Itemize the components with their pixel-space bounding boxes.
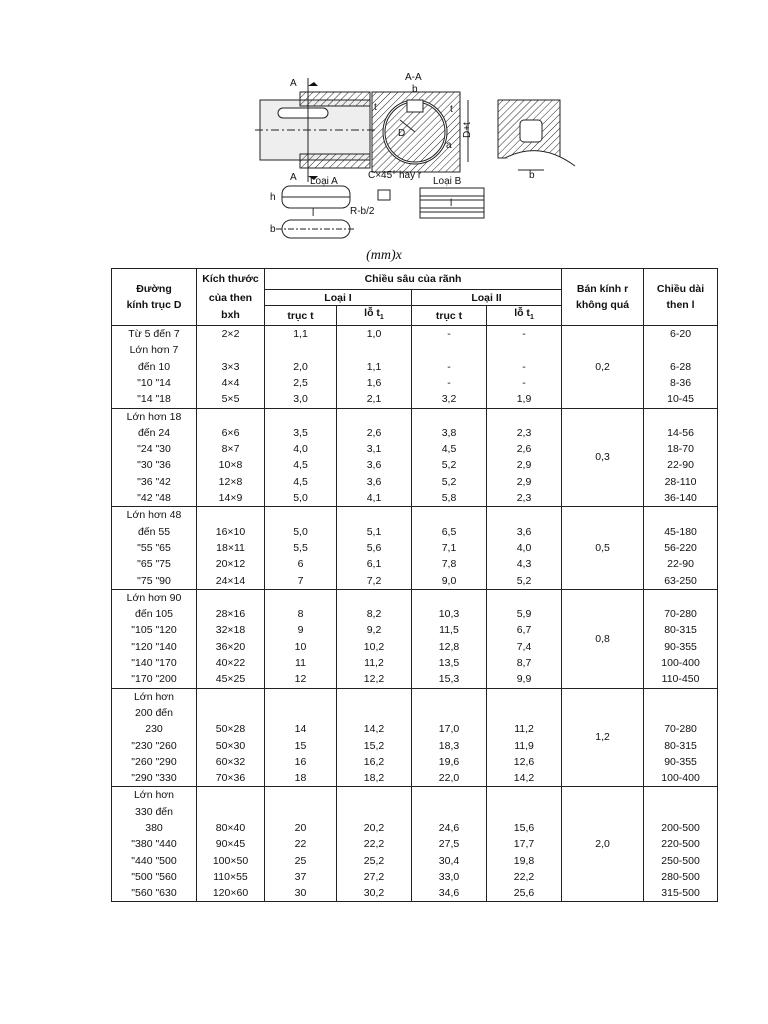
chamfer-label: C×45° hay r bbox=[368, 170, 422, 181]
cell-key-length: 200-500 bbox=[644, 820, 718, 836]
cell-hub-depth-1: 5,1 bbox=[337, 524, 412, 540]
cell-hub-depth-1 bbox=[337, 787, 412, 804]
cell-diameter: "36 "42 bbox=[112, 474, 197, 490]
cell-shaft-depth-1: 18 bbox=[265, 770, 337, 787]
cell-key-size: 120×60 bbox=[197, 885, 265, 902]
cell-key-size bbox=[197, 507, 265, 524]
cell-shaft-depth-2 bbox=[412, 705, 487, 721]
cell-shaft-depth-1: 10 bbox=[265, 639, 337, 655]
cell-hub-depth-2: 15,6 bbox=[487, 820, 562, 836]
cell-key-length: 22-90 bbox=[644, 556, 718, 572]
cell-hub-depth-2: 2,6 bbox=[487, 441, 562, 457]
cell-diameter: "170 "200 bbox=[112, 671, 197, 688]
cell-hub-depth-1: 30,2 bbox=[337, 885, 412, 902]
section-label-aa: A-A bbox=[405, 72, 422, 83]
cell-hub-depth-2: 7,4 bbox=[487, 639, 562, 655]
cell-hub-depth-1 bbox=[337, 408, 412, 425]
keyway-table bbox=[111, 268, 718, 902]
cell-hub-depth-2: 2,3 bbox=[487, 425, 562, 441]
cell-key-length: 110-450 bbox=[644, 671, 718, 688]
cell-shaft-depth-2: 15,3 bbox=[412, 671, 487, 688]
cell-hub-depth-2: 11,9 bbox=[487, 738, 562, 754]
cell-shaft-depth-2: 30,4 bbox=[412, 853, 487, 869]
dim-h-side: h bbox=[270, 192, 276, 203]
cell-key-length: 36-140 bbox=[644, 490, 718, 507]
dim-b-side: b bbox=[270, 224, 276, 235]
cell-shaft-depth-2 bbox=[412, 408, 487, 425]
cell-shaft-depth-2 bbox=[412, 804, 487, 820]
cell-key-length: 280-500 bbox=[644, 869, 718, 885]
cell-shaft-depth-2: 18,3 bbox=[412, 738, 487, 754]
cell-hub-depth-1: 16,2 bbox=[337, 754, 412, 770]
cell-diameter: "140 "170 bbox=[112, 655, 197, 671]
cell-key-size: 6×6 bbox=[197, 425, 265, 441]
cell-key-size: 4×4 bbox=[197, 375, 265, 391]
cell-shaft-depth-1: 30 bbox=[265, 885, 337, 902]
cell-shaft-depth-2: 22,0 bbox=[412, 770, 487, 787]
cell-hub-depth-2 bbox=[487, 787, 562, 804]
cell-key-length: 22-90 bbox=[644, 457, 718, 473]
cell-hub-depth-2 bbox=[487, 705, 562, 721]
cell-shaft-depth-1: 11 bbox=[265, 655, 337, 671]
cell-key-size: 20×12 bbox=[197, 556, 265, 572]
cell-diameter: đến 24 bbox=[112, 425, 197, 441]
cell-shaft-depth-2: 34,6 bbox=[412, 885, 487, 902]
cell-diameter: "440 "500 bbox=[112, 853, 197, 869]
cell-key-size: 40×22 bbox=[197, 655, 265, 671]
cell-shaft-depth-1 bbox=[265, 507, 337, 524]
cell-shaft-depth-1: 6 bbox=[265, 556, 337, 572]
cell-shaft-depth-2: 11,5 bbox=[412, 622, 487, 638]
cell-diameter: "380 "440 bbox=[112, 836, 197, 852]
header-loai-2: Loại II bbox=[412, 290, 562, 306]
table-row bbox=[112, 787, 718, 804]
cell-key-length: 90-355 bbox=[644, 639, 718, 655]
cell-key-size: 2×2 bbox=[197, 326, 265, 343]
cell-shaft-depth-2: 9,0 bbox=[412, 573, 487, 590]
cell-shaft-depth-1: 15 bbox=[265, 738, 337, 754]
cell-key-size: 28×16 bbox=[197, 606, 265, 622]
cell-hub-depth-2: 3,6 bbox=[487, 524, 562, 540]
header-truc-t-2: trục t bbox=[412, 306, 487, 326]
cell-shaft-depth-2: 24,6 bbox=[412, 820, 487, 836]
cell-hub-depth-1: 2,6 bbox=[337, 425, 412, 441]
cell-hub-depth-2 bbox=[487, 804, 562, 820]
cell-key-length bbox=[644, 342, 718, 358]
cell-hub-depth-1: 12,2 bbox=[337, 671, 412, 688]
cell-key-size: 100×50 bbox=[197, 853, 265, 869]
key-type-b-label: Loại B bbox=[433, 176, 462, 187]
cell-hub-depth-1: 5,6 bbox=[337, 540, 412, 556]
dim-b-top: b bbox=[412, 84, 418, 95]
cell-hub-depth-1: 2,1 bbox=[337, 391, 412, 408]
cell-key-size: 50×28 bbox=[197, 721, 265, 737]
cell-diameter: 330 đến bbox=[112, 804, 197, 820]
cell-shaft-depth-1: 5,0 bbox=[265, 490, 337, 507]
cell-shaft-depth-1: 14 bbox=[265, 721, 337, 737]
cell-shaft-depth-1: 2,5 bbox=[265, 375, 337, 391]
header-ban-kinh: Bán kính r không quá bbox=[562, 269, 644, 326]
dim-l: l bbox=[312, 208, 315, 219]
cell-key-size bbox=[197, 705, 265, 721]
cell-diameter: 200 đến bbox=[112, 705, 197, 721]
cell-hub-depth-2: 22,2 bbox=[487, 869, 562, 885]
cell-diameter: "55 "65 bbox=[112, 540, 197, 556]
keyway-drawing bbox=[250, 70, 580, 245]
cell-hub-depth-1: 25,2 bbox=[337, 853, 412, 869]
cell-shaft-depth-1 bbox=[265, 688, 337, 705]
dim-a: a bbox=[446, 140, 452, 151]
cell-radius: 1,2 bbox=[562, 688, 644, 787]
cell-key-size: 36×20 bbox=[197, 639, 265, 655]
cell-hub-depth-1 bbox=[337, 507, 412, 524]
cell-key-size: 18×11 bbox=[197, 540, 265, 556]
cell-key-length: 315-500 bbox=[644, 885, 718, 902]
cell-shaft-depth-2 bbox=[412, 787, 487, 804]
cell-diameter: Từ 5 đến 7 bbox=[112, 326, 197, 343]
cell-diameter: "290 "330 bbox=[112, 770, 197, 787]
cell-hub-depth-2 bbox=[487, 342, 562, 358]
cell-hub-depth-1: 1,6 bbox=[337, 375, 412, 391]
cell-key-length: 6-28 bbox=[644, 359, 718, 375]
cell-hub-depth-1 bbox=[337, 342, 412, 358]
units-caption: (mm)x bbox=[366, 248, 402, 263]
cell-hub-depth-2: 25,6 bbox=[487, 885, 562, 902]
cell-shaft-depth-1: 12 bbox=[265, 671, 337, 688]
cell-hub-depth-2: 5,2 bbox=[487, 573, 562, 590]
cell-hub-depth-2 bbox=[487, 408, 562, 425]
cell-key-size bbox=[197, 804, 265, 820]
cell-hub-depth-1: 18,2 bbox=[337, 770, 412, 787]
cell-key-length: 56-220 bbox=[644, 540, 718, 556]
cell-hub-depth-1: 27,2 bbox=[337, 869, 412, 885]
cell-hub-depth-1: 3,6 bbox=[337, 457, 412, 473]
cell-radius: 0,3 bbox=[562, 408, 644, 507]
cell-hub-depth-1: 1,0 bbox=[337, 326, 412, 343]
cell-diameter: "230 "260 bbox=[112, 738, 197, 754]
dim-dt1: D+t bbox=[462, 122, 473, 138]
cell-diameter: "14 "18 bbox=[112, 391, 197, 408]
cell-shaft-depth-2 bbox=[412, 342, 487, 358]
cell-diameter: Lớn hơn bbox=[112, 688, 197, 705]
cell-shaft-depth-2: 19,6 bbox=[412, 754, 487, 770]
cell-key-length: 220-500 bbox=[644, 836, 718, 852]
shaft-side-view bbox=[255, 78, 375, 182]
cell-hub-depth-2: 6,7 bbox=[487, 622, 562, 638]
cell-diameter: Lớn hơn 48 bbox=[112, 507, 197, 524]
cell-radius: 0,5 bbox=[562, 507, 644, 589]
cell-diameter: "105 "120 bbox=[112, 622, 197, 638]
cell-hub-depth-1: 20,2 bbox=[337, 820, 412, 836]
cell-shaft-depth-1 bbox=[265, 589, 337, 606]
cell-key-size: 80×40 bbox=[197, 820, 265, 836]
cell-key-length bbox=[644, 408, 718, 425]
header-lo-t1-2: lỗ $t_1$ bbox=[487, 306, 562, 326]
cell-key-size bbox=[197, 787, 265, 804]
cell-shaft-depth-1: 3,0 bbox=[265, 391, 337, 408]
cell-shaft-depth-1 bbox=[265, 804, 337, 820]
cell-shaft-depth-1 bbox=[265, 787, 337, 804]
cell-shaft-depth-1: 22 bbox=[265, 836, 337, 852]
cell-key-length bbox=[644, 804, 718, 820]
cell-shaft-depth-1: 37 bbox=[265, 869, 337, 885]
cell-diameter: "560 "630 bbox=[112, 885, 197, 902]
cell-hub-depth-1: 14,2 bbox=[337, 721, 412, 737]
dim-t1: t bbox=[450, 104, 453, 115]
cell-radius: 0,2 bbox=[562, 326, 644, 408]
cell-shaft-depth-2: 13,5 bbox=[412, 655, 487, 671]
cell-key-size: 12×8 bbox=[197, 474, 265, 490]
cell-shaft-depth-2 bbox=[412, 688, 487, 705]
cell-shaft-depth-1: 3,5 bbox=[265, 425, 337, 441]
cell-shaft-depth-1: 9 bbox=[265, 622, 337, 638]
cell-hub-depth-2: 9,9 bbox=[487, 671, 562, 688]
cell-shaft-depth-2: - bbox=[412, 326, 487, 343]
cell-shaft-depth-1 bbox=[265, 705, 337, 721]
cell-hub-depth-1: 7,2 bbox=[337, 573, 412, 590]
cell-shaft-depth-2: 5,8 bbox=[412, 490, 487, 507]
cell-key-length: 70-280 bbox=[644, 721, 718, 737]
cell-hub-depth-1: 3,6 bbox=[337, 474, 412, 490]
cell-shaft-depth-1: 4,5 bbox=[265, 474, 337, 490]
cell-shaft-depth-2 bbox=[412, 589, 487, 606]
cell-hub-depth-2 bbox=[487, 688, 562, 705]
cell-hub-depth-2: 14,2 bbox=[487, 770, 562, 787]
cell-diameter: "75 "90 bbox=[112, 573, 197, 590]
cell-shaft-depth-2: 10,3 bbox=[412, 606, 487, 622]
cell-shaft-depth-2: - bbox=[412, 375, 487, 391]
cell-hub-depth-2: 4,3 bbox=[487, 556, 562, 572]
table-row bbox=[112, 507, 718, 524]
header-truc-t-1: trục t bbox=[265, 306, 337, 326]
dim-d: D bbox=[398, 128, 406, 139]
header-loai-1: Loại I bbox=[265, 290, 412, 306]
cell-shaft-depth-2: 4,5 bbox=[412, 441, 487, 457]
cell-key-length bbox=[644, 589, 718, 606]
cell-key-size: 3×3 bbox=[197, 359, 265, 375]
cell-shaft-depth-2: 5,2 bbox=[412, 474, 487, 490]
cell-hub-depth-2: 1,9 bbox=[487, 391, 562, 408]
cell-shaft-depth-2: 33,0 bbox=[412, 869, 487, 885]
section-aa-view bbox=[372, 92, 468, 172]
cell-key-length: 70-280 bbox=[644, 606, 718, 622]
cell-key-size: 50×30 bbox=[197, 738, 265, 754]
table-row bbox=[112, 408, 718, 425]
cell-shaft-depth-2: 17,0 bbox=[412, 721, 487, 737]
cell-hub-depth-2: 4,0 bbox=[487, 540, 562, 556]
cell-radius: 2,0 bbox=[562, 787, 644, 902]
cell-hub-depth-2: 19,8 bbox=[487, 853, 562, 869]
cell-diameter: Lớn hơn 7 bbox=[112, 342, 197, 358]
header-duong-kinh: Đường kính trục D bbox=[112, 269, 197, 326]
cell-key-size bbox=[197, 342, 265, 358]
cell-shaft-depth-2: 27,5 bbox=[412, 836, 487, 852]
cell-shaft-depth-1 bbox=[265, 342, 337, 358]
cell-diameter: Lớn hơn 90 bbox=[112, 589, 197, 606]
cell-diameter: "30 "36 bbox=[112, 457, 197, 473]
cell-shaft-depth-1: 2,0 bbox=[265, 359, 337, 375]
cell-diameter: Lớn hơn bbox=[112, 787, 197, 804]
cell-diameter: "500 "560 bbox=[112, 869, 197, 885]
cell-shaft-depth-2: 7,1 bbox=[412, 540, 487, 556]
cell-key-size: 60×32 bbox=[197, 754, 265, 770]
cell-hub-depth-1 bbox=[337, 589, 412, 606]
cell-key-length: 10-45 bbox=[644, 391, 718, 408]
cell-key-length bbox=[644, 688, 718, 705]
cell-key-size bbox=[197, 408, 265, 425]
cell-hub-depth-1: 6,1 bbox=[337, 556, 412, 572]
cell-key-size: 14×9 bbox=[197, 490, 265, 507]
cell-hub-depth-1: 1,1 bbox=[337, 359, 412, 375]
cell-hub-depth-2: - bbox=[487, 375, 562, 391]
cell-hub-depth-2: - bbox=[487, 326, 562, 343]
cell-hub-depth-2: - bbox=[487, 359, 562, 375]
cell-radius: 0,8 bbox=[562, 589, 644, 688]
cell-diameter: "120 "140 bbox=[112, 639, 197, 655]
cell-hub-depth-1: 10,2 bbox=[337, 639, 412, 655]
section-label-a: A bbox=[290, 78, 297, 89]
table-row bbox=[112, 326, 718, 343]
cell-key-length: 6-20 bbox=[644, 326, 718, 343]
cell-key-size: 110×55 bbox=[197, 869, 265, 885]
cell-hub-depth-2: 11,2 bbox=[487, 721, 562, 737]
cell-hub-depth-1 bbox=[337, 705, 412, 721]
cell-hub-depth-1: 22,2 bbox=[337, 836, 412, 852]
cell-key-size: 45×25 bbox=[197, 671, 265, 688]
cell-diameter: Lớn hơn 18 bbox=[112, 408, 197, 425]
cell-diameter: đến 105 bbox=[112, 606, 197, 622]
cell-hub-depth-1 bbox=[337, 804, 412, 820]
cell-shaft-depth-2: 3,2 bbox=[412, 391, 487, 408]
table-row bbox=[112, 688, 718, 705]
cell-hub-depth-1: 15,2 bbox=[337, 738, 412, 754]
cell-hub-depth-1: 4,1 bbox=[337, 490, 412, 507]
cell-key-length: 45-180 bbox=[644, 524, 718, 540]
cell-key-length: 8-36 bbox=[644, 375, 718, 391]
key-type-a-label: Loại A bbox=[310, 176, 338, 187]
cell-shaft-depth-1: 7 bbox=[265, 573, 337, 590]
dim-l2: l bbox=[450, 198, 453, 209]
cell-shaft-depth-2: 3,8 bbox=[412, 425, 487, 441]
header-chieu-dai: Chiều dài then l bbox=[644, 269, 718, 326]
cell-key-length: 80-315 bbox=[644, 622, 718, 638]
cell-key-length: 18-70 bbox=[644, 441, 718, 457]
cell-diameter: "24 "30 bbox=[112, 441, 197, 457]
cell-shaft-depth-1: 25 bbox=[265, 853, 337, 869]
dim-b-right: b bbox=[529, 170, 535, 181]
header-kich-thuoc-3: bxh bbox=[197, 306, 265, 326]
cell-hub-depth-2 bbox=[487, 589, 562, 606]
cell-key-size: 10×8 bbox=[197, 457, 265, 473]
cell-key-length: 28-110 bbox=[644, 474, 718, 490]
cell-diameter: "65 "75 bbox=[112, 556, 197, 572]
cell-hub-depth-2: 2,3 bbox=[487, 490, 562, 507]
cell-hub-depth-2: 5,9 bbox=[487, 606, 562, 622]
table-row bbox=[112, 589, 718, 606]
cell-hub-depth-1: 9,2 bbox=[337, 622, 412, 638]
cell-key-size: 8×7 bbox=[197, 441, 265, 457]
cell-hub-depth-2 bbox=[487, 507, 562, 524]
cell-hub-depth-2: 17,7 bbox=[487, 836, 562, 852]
cell-shaft-depth-2 bbox=[412, 507, 487, 524]
cell-key-length: 90-355 bbox=[644, 754, 718, 770]
cell-key-length: 100-400 bbox=[644, 770, 718, 787]
cell-key-size: 24×14 bbox=[197, 573, 265, 590]
cell-hub-depth-1 bbox=[337, 688, 412, 705]
cell-key-size bbox=[197, 589, 265, 606]
cell-hub-depth-2: 2,9 bbox=[487, 457, 562, 473]
cell-shaft-depth-2: - bbox=[412, 359, 487, 375]
cell-diameter: "42 "48 bbox=[112, 490, 197, 507]
cell-key-length: 80-315 bbox=[644, 738, 718, 754]
header-lo-t1-1: lỗ $t_1$ bbox=[337, 306, 412, 326]
cell-key-size bbox=[197, 688, 265, 705]
cell-shaft-depth-1: 5,0 bbox=[265, 524, 337, 540]
cell-key-length bbox=[644, 705, 718, 721]
cell-shaft-depth-1: 8 bbox=[265, 606, 337, 622]
header-kich-thuoc-2: của then bbox=[197, 290, 265, 306]
cell-hub-depth-1: 3,1 bbox=[337, 441, 412, 457]
cell-hub-depth-2: 2,9 bbox=[487, 474, 562, 490]
hub-detail bbox=[498, 100, 575, 170]
table-body bbox=[112, 326, 718, 902]
cell-key-size: 5×5 bbox=[197, 391, 265, 408]
header-kich-thuoc-1: Kích thước bbox=[197, 269, 265, 290]
cell-hub-depth-1: 8,2 bbox=[337, 606, 412, 622]
cell-diameter: "260 "290 bbox=[112, 754, 197, 770]
header-chieu-sau: Chiều sâu của rãnh bbox=[265, 269, 562, 290]
cell-key-length: 63-250 bbox=[644, 573, 718, 590]
cell-shaft-depth-2: 6,5 bbox=[412, 524, 487, 540]
cell-key-length: 250-500 bbox=[644, 853, 718, 869]
cell-diameter: "10 "14 bbox=[112, 375, 197, 391]
cell-shaft-depth-1: 16 bbox=[265, 754, 337, 770]
radius-label: R-b/2 bbox=[350, 206, 375, 217]
cell-shaft-depth-2: 7,8 bbox=[412, 556, 487, 572]
cell-shaft-depth-1 bbox=[265, 408, 337, 425]
cell-hub-depth-1: 11,2 bbox=[337, 655, 412, 671]
cell-shaft-depth-1: 1,1 bbox=[265, 326, 337, 343]
cell-hub-depth-2: 12,6 bbox=[487, 754, 562, 770]
cell-key-size: 70×36 bbox=[197, 770, 265, 787]
cell-shaft-depth-1: 4,0 bbox=[265, 441, 337, 457]
cell-key-size: 16×10 bbox=[197, 524, 265, 540]
cell-key-length: 14-56 bbox=[644, 425, 718, 441]
section-label-a2: A bbox=[290, 172, 297, 183]
cell-shaft-depth-1: 4,5 bbox=[265, 457, 337, 473]
cell-diameter: đến 10 bbox=[112, 359, 197, 375]
cell-shaft-depth-2: 5,2 bbox=[412, 457, 487, 473]
cell-shaft-depth-1: 20 bbox=[265, 820, 337, 836]
cell-shaft-depth-2: 12,8 bbox=[412, 639, 487, 655]
cell-hub-depth-2: 8,7 bbox=[487, 655, 562, 671]
cell-key-size: 32×18 bbox=[197, 622, 265, 638]
cell-diameter: 230 bbox=[112, 721, 197, 737]
cell-key-length bbox=[644, 787, 718, 804]
cell-key-length bbox=[644, 507, 718, 524]
cell-key-size: 90×45 bbox=[197, 836, 265, 852]
cell-shaft-depth-1: 5,5 bbox=[265, 540, 337, 556]
dim-t: t bbox=[374, 102, 377, 113]
cell-diameter: 380 bbox=[112, 820, 197, 836]
cell-key-length: 100-400 bbox=[644, 655, 718, 671]
cell-diameter: đến 55 bbox=[112, 524, 197, 540]
